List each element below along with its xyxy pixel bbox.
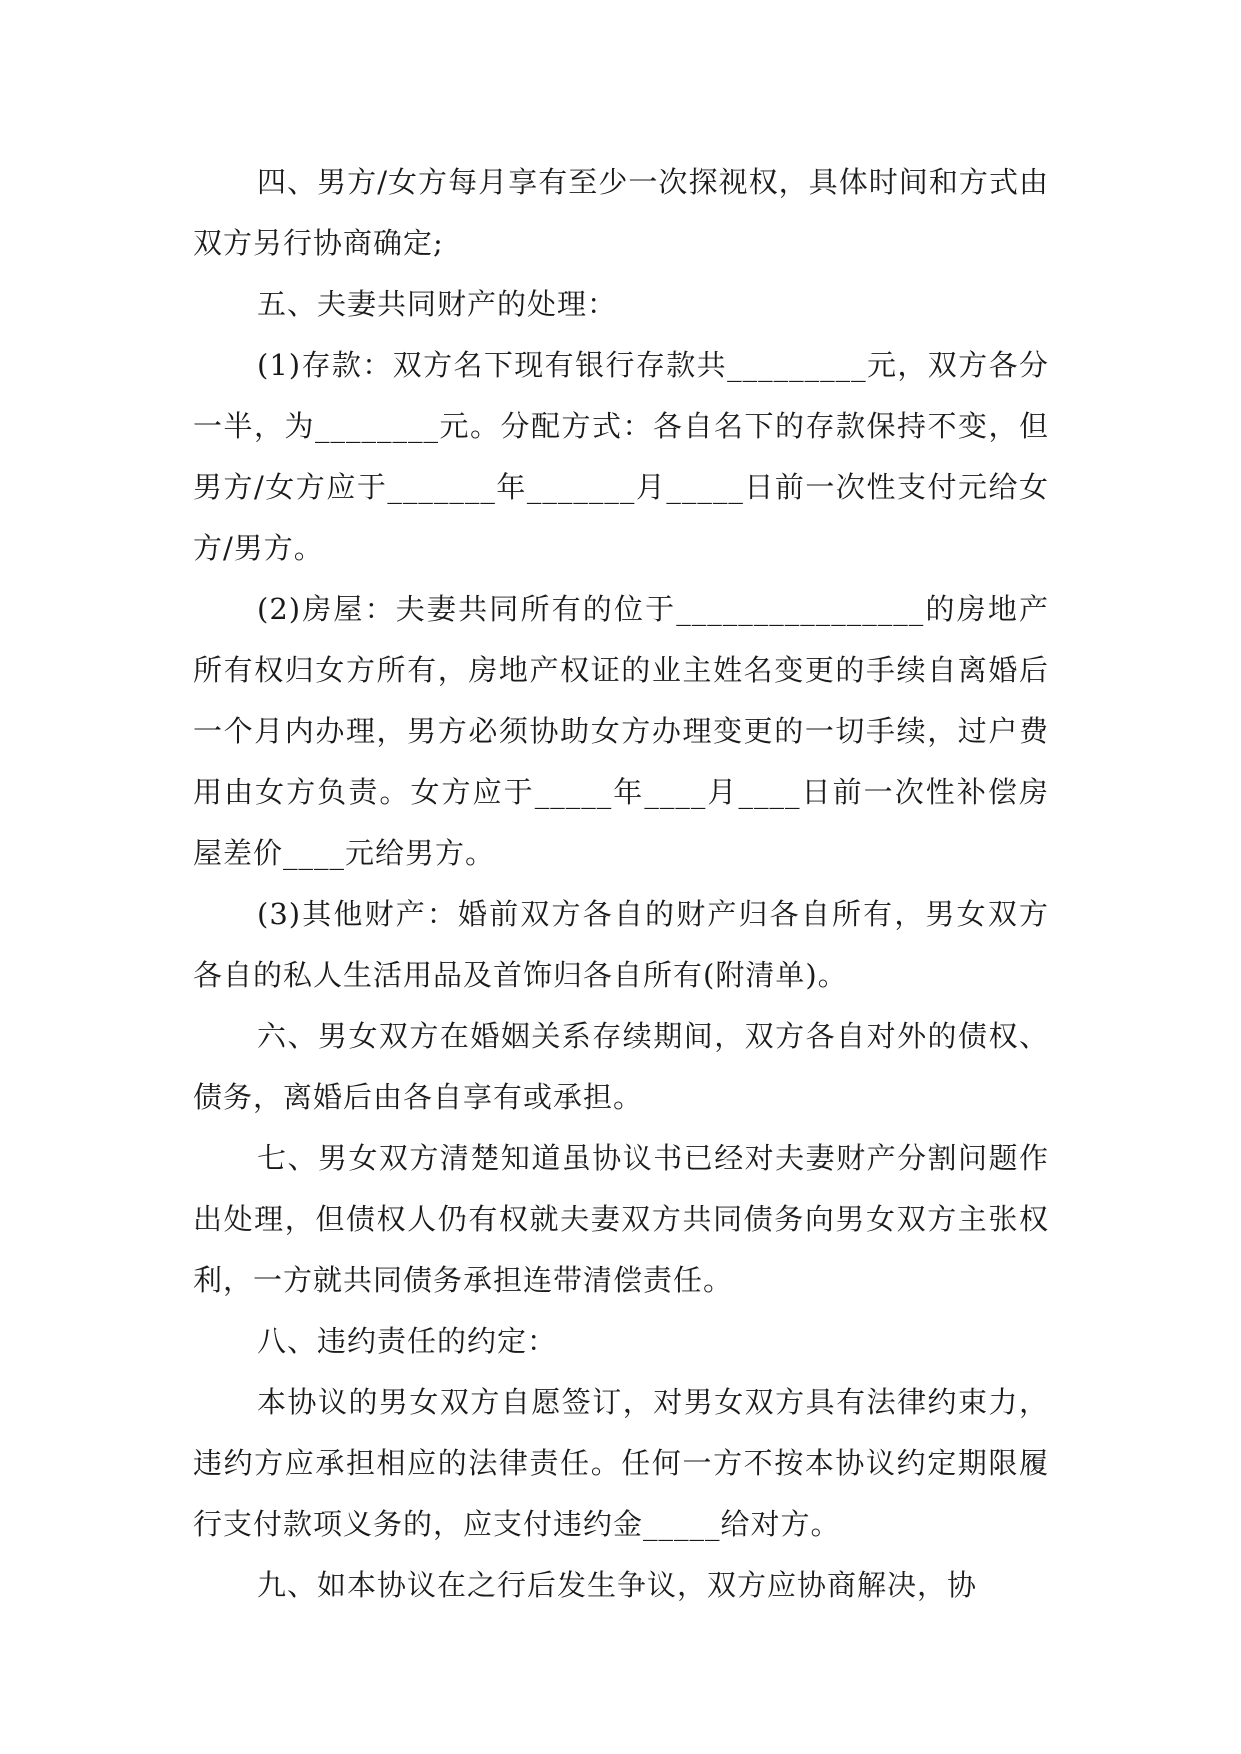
paragraph-disputes: 九、如本协议在之行后发生争议，双方应协商解决，协: [257, 1568, 978, 1602]
paragraph-other-property: (3)其他财产：婚前双方各自的财产归各自所有，男女双方各自的私人生活用品及首饰归各自所有(附清单)。: [193, 897, 1049, 992]
paragraph-visitation: 四、男方/女方每月享有至少一次探视权，具体时间和方式由双方另行协商确定;: [193, 165, 1049, 260]
document-page: [193, 152, 1049, 1616]
paragraph-breach-liability: 本协议的男女双方自愿签订，对男女双方具有法律约束力，违约方应承担相应的法律责任。任何一方不按本协议约定期限履行支付款项义务的，应支付违约金_____给对方。: [193, 1385, 1049, 1541]
paragraph-breach-heading: 八、违约责任的约定：: [257, 1324, 558, 1358]
paragraph-property-heading: 五、夫妻共同财产的处理：: [257, 287, 618, 321]
paragraph-house: (2)房屋：夫妻共同所有的位于________________的房地产所有权归女方所有，房地产权证的业主姓名变更的手续自离婚后一个月内办理，男方必须协助女方办理变更的一切手续，过户费用由女方负责。女方应于_____年____月____日前一次性补偿房屋差价____元给男方。: [193, 592, 1049, 870]
paragraph-deposits: (1)存款：双方名下现有银行存款共_________元，双方各分一半，为________元。分配方式：各自名下的存款保持不变，但男方/女方应于_______年_______月_____日前一次性支付元给女方/男方。: [193, 348, 1049, 565]
paragraph-creditor-rights: 七、男女双方清楚知道虽协议书已经对夫妻财产分割问题作出处理，但债权人仍有权就夫妻双方共同债务向男女双方主张权利，一方就共同债务承担连带清偿责任。: [193, 1141, 1049, 1297]
paragraph-debts: 六、男女双方在婚姻关系存续期间，双方各自对外的债权、债务，离婚后由各自享有或承担。: [193, 1019, 1049, 1114]
